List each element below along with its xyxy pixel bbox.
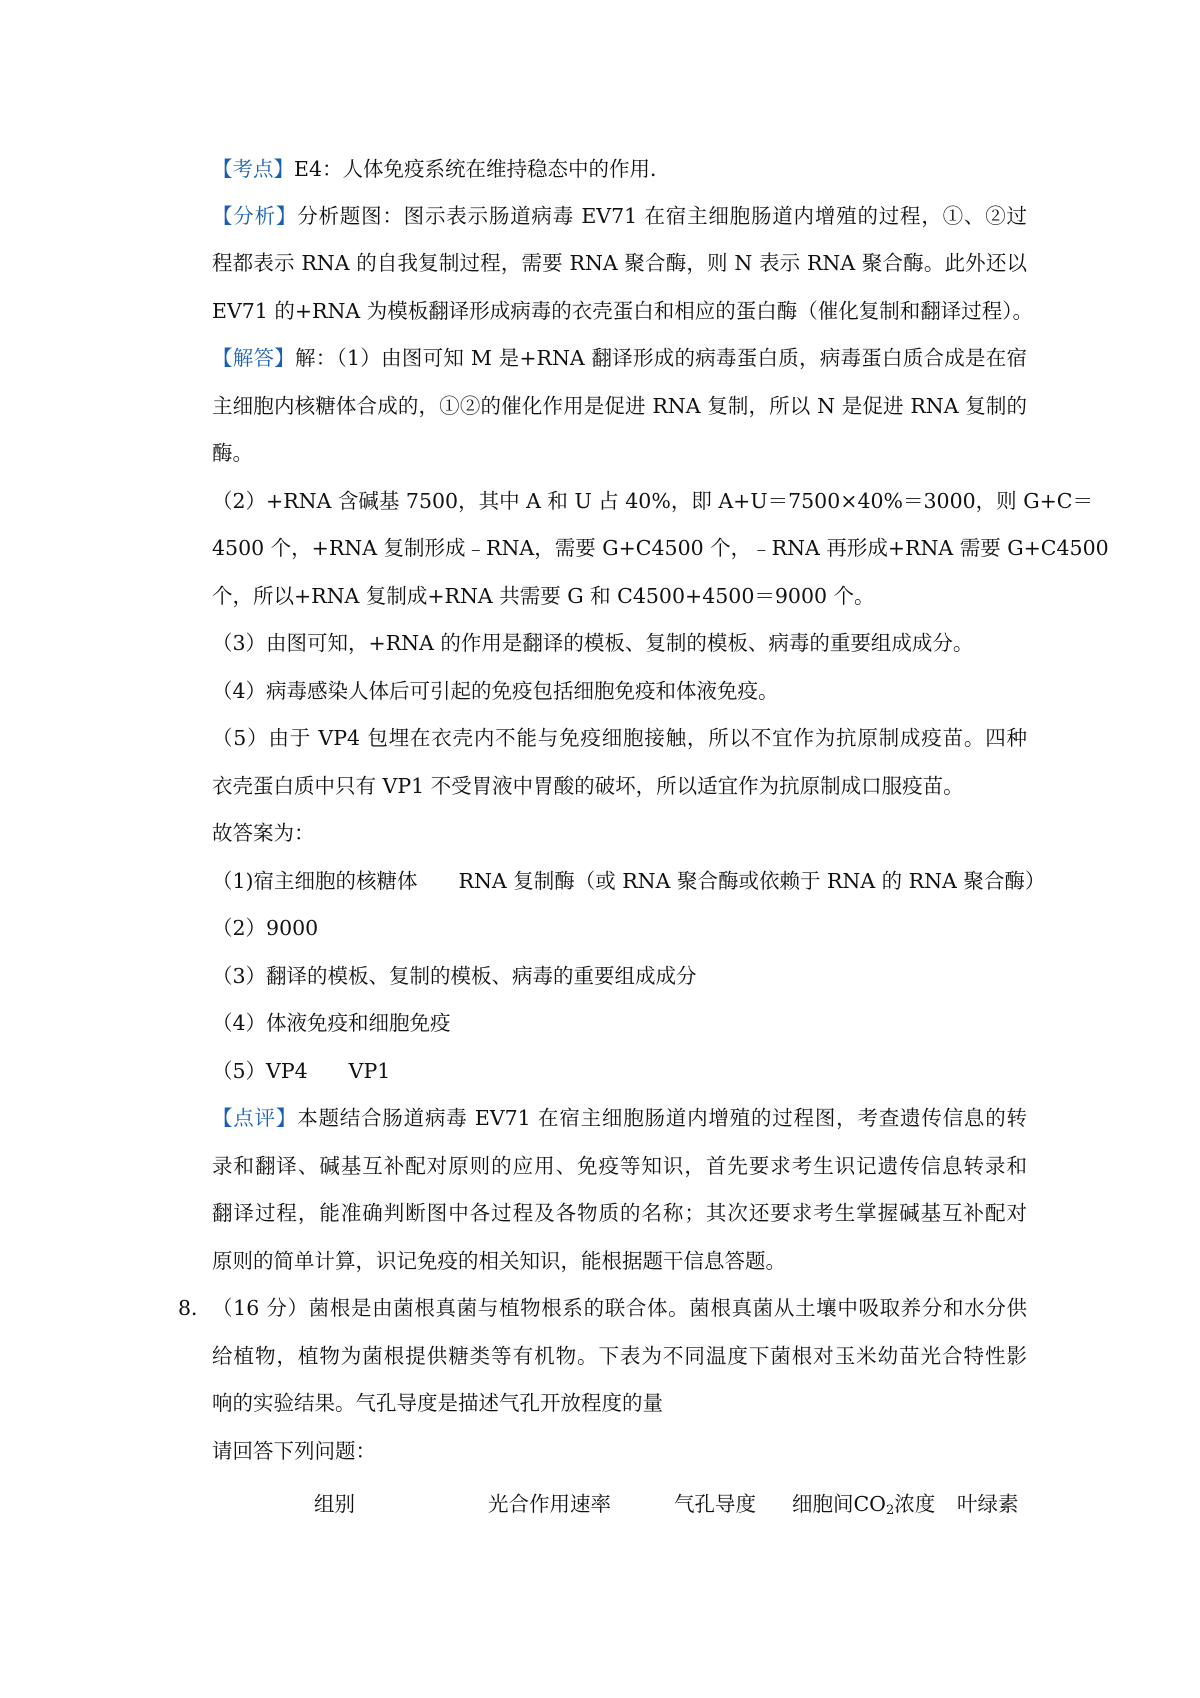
jieda-line-4: （2）+RNA 含碱基 7500，其中 A 和 U 占 40%，即 A+U＝7500×40%＝3000，则 G+C＝: [212, 489, 1093, 513]
question-line-2: 给植物，植物为菌根提供糖类等有机物。下表为不同温度下菌根对玉米幼苗光合特性影: [212, 1344, 1027, 1368]
jieda-tag: 【解答】: [212, 346, 296, 370]
jieda-line-6: 个，所以+RNA 复制成+RNA 共需要 G 和 C4500+4500＝9000 个。: [212, 584, 875, 608]
table-header-co2-concentration: [792, 1490, 935, 1525]
jieda-line-7: （3）由图可知，+RNA 的作用是翻译的模板、复制的模板、病毒的重要组成成分。: [212, 631, 974, 655]
fenxi-text-1: 分析题图：图示表示肠道病毒 EV71 在宿主细胞肠道内增殖的过程，①、②过: [297, 204, 1028, 228]
answer-5: （5）VP4 VP1: [212, 1059, 391, 1083]
question-number: 8．: [178, 1296, 212, 1320]
table-header-photosynthesis-rate: 光合作用速率: [488, 1492, 611, 1516]
question-line-4: 请回答下列问题：: [212, 1439, 376, 1463]
fenxi-line-3: EV71 的+RNA 为模板翻译形成病毒的衣壳蛋白和相应的蛋白酶（催化复制和翻译过程）。: [212, 299, 1033, 323]
kaodian-text: E4：人体免疫系统在维持稳态中的作用．: [294, 157, 671, 181]
dianping-line-1: [212, 1104, 1027, 1132]
answer-heading: 故答案为：: [212, 821, 315, 845]
question-line-3: 响的实验结果。气孔导度是描述气孔开放程度的量: [212, 1391, 663, 1415]
dianping-text-1: 本题结合肠道病毒 EV71 在宿主细胞肠道内增殖的过程图，考查遗传信息的转: [297, 1106, 1028, 1130]
dianping-line-3: 翻译过程，能准确判断图中各过程及各物质的名称；其次还要求考生掌握碱基互补配对: [212, 1201, 1027, 1225]
fenxi-tag: 【分析】: [212, 204, 298, 228]
jieda-line-10: 衣壳蛋白质中只有 VP1 不受胃液中胃酸的破坏，所以适宜作为抗原制成口服疫苗。: [212, 774, 964, 798]
co2-concentration-label: 浓度: [894, 1492, 936, 1516]
kaodian-line: [212, 155, 1027, 183]
dianping-line-2: 录和翻译、碱基互补配对原则的应用、免疫等知识，首先要求考生识记遗传信息转录和: [212, 1154, 1027, 1178]
fenxi-line-2: 程都表示 RNA 的自我复制过程，需要 RNA 聚合酶，则 N 表示 RNA 聚合酶。此外还以: [212, 251, 1027, 275]
answer-1: （1)宿主细胞的核糖体 RNA 复制酶（或 RNA 聚合酶或依赖于 RNA 的 RNA 聚合酶）: [212, 869, 1046, 893]
jieda-text-1: 解：（1）由图可知 M 是+RNA 翻译形成的病毒蛋白质，病毒蛋白质合成是在宿: [295, 346, 1028, 370]
jieda-line-8: （4）病毒感染人体后可引起的免疫包括细胞免疫和体液免疫。: [212, 679, 779, 703]
table-header-group: 组别: [314, 1492, 355, 1516]
jieda-line-9: （5）由于 VP4 包埋在衣壳内不能与免疫细胞接触，所以不宜作为抗原制成疫苗。四种: [212, 726, 1027, 750]
table-header-chlorophyll: 叶绿素: [957, 1492, 1019, 1516]
dianping-tag: 【点评】: [212, 1106, 298, 1130]
question-line-1: （16 分）菌根是由菌根真菌与植物根系的联合体。菌根真菌从土壤中吸取养分和水分供: [212, 1296, 1027, 1320]
co2-subscript: 2: [886, 1503, 895, 1518]
jieda-line-5: 4500 个，+RNA 复制形成﹣RNA，需要 G+C4500 个，﹣RNA 再形成+RNA 需要 G+C4500: [212, 536, 1109, 560]
kaodian-tag: 【考点】: [212, 157, 294, 181]
jieda-line-3: 酶。: [212, 441, 253, 465]
table-header-stomatal-conductance: 气孔导度: [674, 1492, 756, 1516]
dianping-line-4: 原则的简单计算，识记免疫的相关知识，能根据题干信息答题。: [212, 1249, 786, 1273]
answer-2: （2）9000: [212, 916, 319, 940]
jieda-line-2: 主细胞内核糖体合成的，①②的催化作用是促进 RNA 复制，所以 N 是促进 RNA 复制的: [212, 394, 1027, 418]
co2-label: 细胞间CO: [792, 1492, 886, 1516]
fenxi-line-1: [212, 202, 1027, 230]
answer-3: （3）翻译的模板、复制的模板、病毒的重要组成成分: [212, 964, 697, 988]
jieda-line-1: [212, 344, 1027, 372]
answer-4: （4）体液免疫和细胞免疫: [212, 1011, 451, 1035]
